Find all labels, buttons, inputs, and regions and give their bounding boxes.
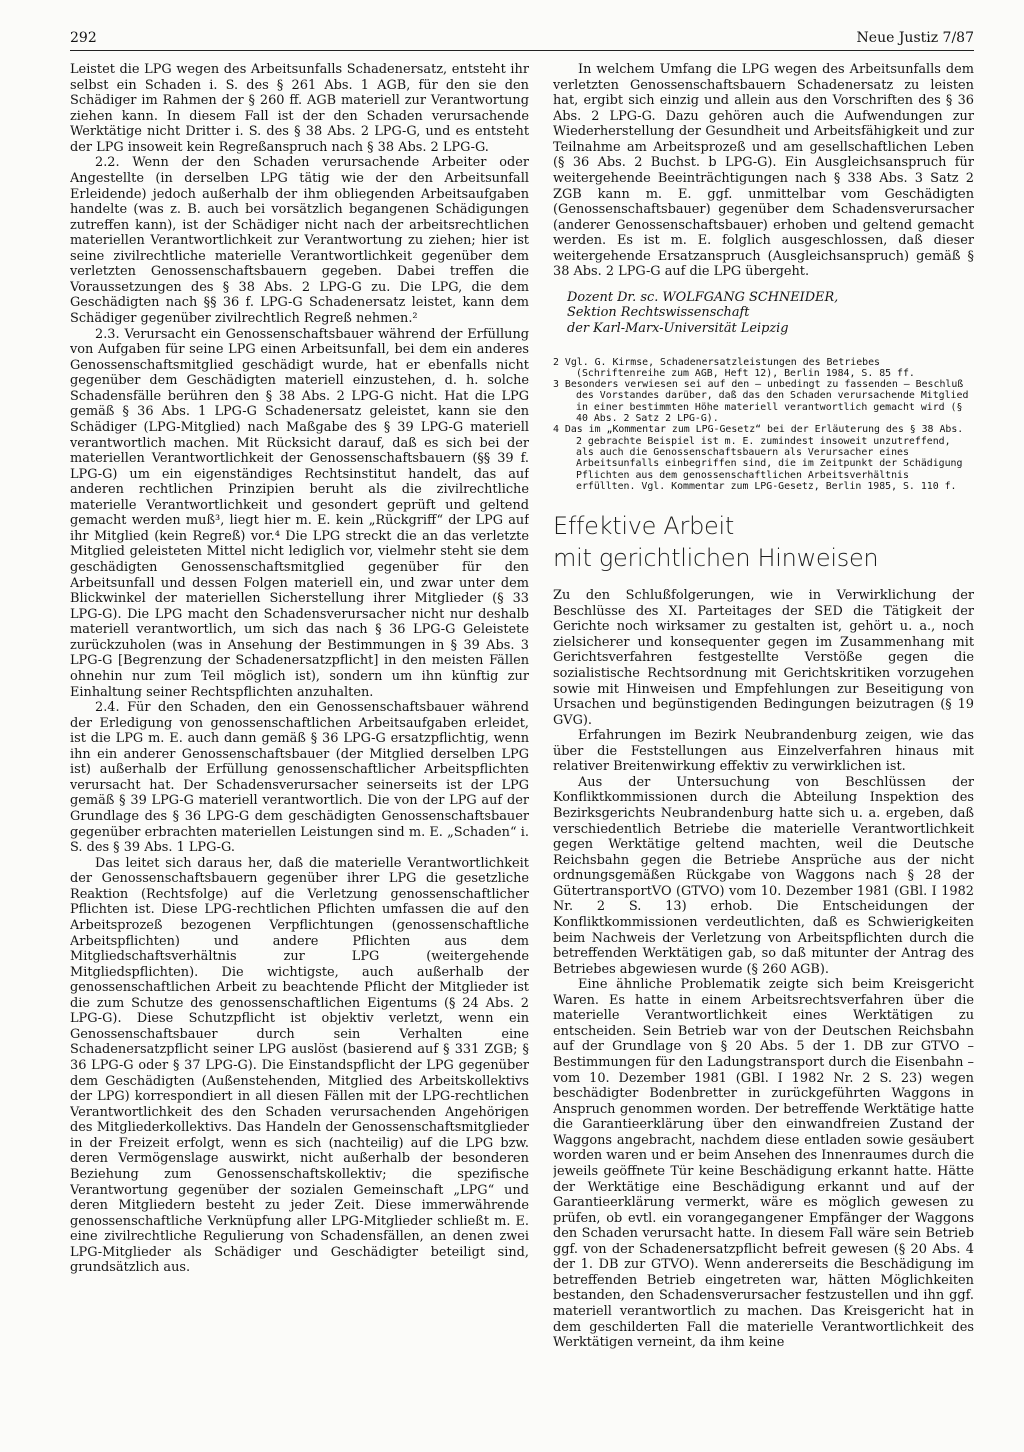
body-paragraph: Aus der Untersuchung von Beschlüssen der Konfliktkommissionen durch die Abteilung Inspektion des Bezirksgerichts Neubrandenburg hatte sich u. a. ergeben, daß verschiedentlich Betriebe die materielle Verantwortlichkeit gegen Werktätige geltend machten, weil die Deutsche Reichsbahn gegen die Betriebe Ansprüche aus der nicht ordnungsgemäßen Rückgabe von Waggons nach § 28 der GütertransportVO (GTVO) vom 10. Dezember 1981 (GBl. I 1982 Nr. 2 S. 13) erhob. Die Entscheidungen der Konfliktkommissionen verdeutlichten, daß es Schwierigkeiten beim Nachweis der Verletzung von Arbeitspflichten durch die betreffenden Werktätigen gab, so daß mitunter der Antrag des Betriebes abgewiesen wurde (§ 260 AGB). <box>553 774 974 977</box>
body-paragraph: Leistet die LPG wegen des Arbeitsunfalls Schadenersatz, entsteht ihr selbst ein Schaden i. S. des § 261 Abs. 1 AGB, für den sie den Schädiger im Rahmen der § 260 ff. AGB materiell zur Verantwortung ziehen kann. In diesem Fall ist der den Schaden verursachende Werktätige nicht Dritter i. S. des § 38 Abs. 2 LPG-G, und es entsteht der LPG insoweit kein Regreßanspruch nach § 38 Abs. 2 LPG-G. <box>70 62 529 155</box>
page-number: 292 <box>70 30 97 46</box>
header-rule <box>70 50 974 51</box>
author-signature <box>567 290 974 337</box>
journal-reference: Neue Justiz 7/87 <box>856 30 974 46</box>
right-column <box>553 62 974 1402</box>
footnotes <box>553 357 974 493</box>
body-paragraph: In welchem Umfang die LPG wegen des Arbeitsunfalls dem verletzten Genossenschaftsbauern Schadenersatz zu leisten hat, ergibt sich einzig und allein aus den Vorschriften des § 36 Abs. 2 LPG-G. Dazu gehören auch die Aufwendungen zur Wiederherstellung der Gesundheit und Arbeitsfähigkeit und zur Teilnahme am Arbeitsprozeß und am gesellschaftlichen Leben (§ 36 Abs. 2 Buchst. b LPG-G). Ein Ausgleichsanspruch für weitergehende Beeinträchtigungen nach § 338 Abs. 3 Satz 2 ZGB kann m. E. ggf. unmittelbar vom Geschädigten (Genossenschaftsbauer) gegenüber dem Schadensverursacher (anderer Genossenschaftsbauer) erhoben und geltend gemacht werden. Es ist m. E. folglich ausgeschlossen, daß dieser weitergehende Ersatzanspruch (Ausgleichsanspruch) gemäß § 38 Abs. 2 LPG-G auf die LPG übergeht. <box>553 62 974 280</box>
article-heading-line: mit gerichtlichen Hinweisen <box>553 544 879 573</box>
author-university: der Karl-Marx-Universität Leipzig <box>567 321 789 336</box>
author-department: Sektion Rechtswissenschaft <box>567 305 750 321</box>
body-paragraph: 2.3. Verursacht ein Genossenschaftsbauer während der Erfüllung von Aufgaben für seine LPG einen Arbeitsunfall, bei dem ein anderes Genossenschaftsmitglied geschädigt wurde, hat er ebenfalls nicht gegenüber dem Geschädigten materiell einzustehen, d. h. solche Schadensfälle berühren den § 38 Abs. 2 LPG-G nicht. Hat die LPG gemäß § 36 Abs. 1 LPG-G Schadenersatz geleistet, kann sie den Schädiger (LPG-Mitglied) nach Maßgabe des § 39 LPG-G materiell verantwortlich machen. Mit Rücksicht darauf, daß es sich bei der materiellen Verantwortlichkeit der Genossenschaftsbauern (§§ 39 f. LPG-G) um ein eigenständiges Rechtsinstitut handelt, das auf anderen rechtlichen Prinzipien beruht als die zivilrechtliche materielle Verantwortlichkeit und gesondert geprüft und geltend gemacht werden muß³, liegt hier m. E. kein „Rückgriff“ der LPG auf ihr Mitglied (kein Regreß) vor.⁴ Die LPG streckt die an das verletzte Mitglied geleisteten Mittel nicht lediglich vor, vielmehr steht sie dem geschädigten Genossenschaftsmitglied gegenüber für den Arbeitsunfall und dessen Folgen materiell ein, und zwar unter dem Blickwinkel der materiellen Sicherstellung ihrer Mitglieder (§ 33 LPG-G). Die LPG macht den Schadensverursacher nicht nur deshalb materiell verantwortlich, um sich das nach § 36 LPG-G Geleistete zurückzuholen (was in Ansehung der Bestimmungen in § 39 Abs. 3 LPG-G [Begrenzung der Schadenersatzpflicht] in den meisten Fällen ohnehin nur zum Teil möglich ist), sondern um ihn künftig zur Einhaltung seiner Rechtspflichten anzuhalten. <box>70 326 529 700</box>
body-paragraph: 2.4. Für den Schaden, den ein Genossenschaftsbauer während der Erledigung von genossenschaftlichen Arbeitsaufgaben erleidet, ist die LPG m. E. auch dann gemäß § 36 LPG-G ersatzpflichtig, wenn ihn ein anderer Genossenschaftsbauer (der Mitglied derselben LPG ist) außerhalb der Erfüllung genossenschaftlicher Arbeitspflichten verursacht hat. Der Schadensverursacher seinerseits ist der LPG gemäß § 39 LPG-G materiell verantwortlich. Die von der LPG auf der Grundlage des § 36 LPG-G dem geschädigten Genossenschaftsbauer gegenüber erbrachten materiellen Leistungen sind m. E. „Schaden“ i. S. des § 39 Abs. 1 LPG-G. <box>70 700 529 856</box>
author-name: Dozent Dr. sc. WOLFGANG SCHNEIDER, <box>567 289 839 305</box>
body-paragraph: Erfahrungen im Bezirk Neubrandenburg zeigen, wie das über die Feststellungen aus Einzelverfahren hinaus mit relativer Breitenwirkung effektiv zu verwirklichen ist. <box>553 728 974 775</box>
article-heading <box>553 510 974 574</box>
body-paragraph: Das leitet sich daraus her, daß die materielle Verantwortlichkeit der Genossenschaftsbauern gegenüber ihrer LPG die gesetzliche Reaktion (Rechtsfolge) auf die Verletzung genossenschaftlicher Pflichten ist. Diese LPG-rechtlichen Pflichten umfassen die auf den Arbeitsprozeß bezogenen Verpflichtungen (genossenschaftliche Arbeitspflichten) und andere Pflichten aus dem Mitgliedschaftsverhältnis zur LPG (weitergehende Mitgliedspflichten). Die wichtigste, auch außerhalb der genossenschaftlichen Arbeit zu beachtende Pflicht der Mitglieder ist die zum Schutze des genossenschaftlichen Eigentums (§ 24 Abs. 2 LPG-G). Diese Schutzpflicht ist objektiv verletzt, wenn ein Genossenschaftsbauer durch sein Verhalten eine Schadenersatzpflicht seiner LPG auslöst (basierend auf § 331 ZGB; § 36 LPG-G oder § 37 LPG-G). Die Einstandspflicht der LPG gegenüber dem Geschädigten (Außenstehenden, Mitglied des Arbeitskollektivs der LPG) korrespondiert in all diesen Fällen mit der LPG-rechtlichen Verantwortlichkeit des den Schaden verursachenden Angehörigen des Mitgliederkollektivs. Das Handeln der Genossenschaftsmitglieder in der Freizeit erfolgt, wenn es sich (nachteilig) auf die LPG bzw. deren Vermögenslage auswirkt, nicht außerhalb der besonderen Beziehung zum Genossenschaftskollektiv; die spezifische Verantwortung gegenüber der sozialen Gemeinschaft „LPG“ und deren Mitgliedern besteht zu jeder Zeit. Diese immerwährende genossenschaftliche Verknüpfung aller LPG-Mitglieder schließt m. E. eine zivilrechtliche Regulierung von Schadensfällen, an denen zwei LPG-Mitglieder als Schädiger und Geschädigter beteiligt sind, grundsätzlich aus. <box>70 855 529 1276</box>
footnote: 3 Besonders verwiesen sei auf den – unbedingt zu fassenden – Beschluß des Vorstandes darüber, daß das den Schaden verursachende Mitglied in einer bestimmten Höhe materiell verantwortlich gemacht wird (§ 40 Abs. 2 Satz 2 LPG-G). <box>553 379 969 425</box>
body-paragraph: 2.2. Wenn der den Schaden verursachende Arbeiter oder Angestellte (in derselben LPG tätig wie der den Arbeitsunfall Erleidende) jedoch außerhalb der ihm obliegenden Arbeitsaufgaben handelte (was z. B. auch bei vorsätzlich begangenen Schädigungen zutreffen kann), ist der Schädiger nicht nach der arbeitsrechtlichen materiellen Verantwortlichkeit zur Verantwortung zu ziehen; hier ist seine zivilrechtliche materielle Verantwortlichkeit gegenüber dem verletzten Genossenschaftsbauern gegeben. Dabei treffen die Voraussetzungen des § 38 Abs. 2 LPG-G zu. Die LPG, die dem Geschädigten nach §§ 36 f. LPG-G Schadenersatz leistet, kann dem Schädiger gegenüber zivilrechtlich Regreß nehmen.² <box>70 155 529 326</box>
article-heading-line: Effektive Arbeit <box>553 512 734 541</box>
footnote: 4 Das im „Kommentar zum LPG-Gesetz“ bei der Erläuterung des § 38 Abs. 2 gebrachte Beispiel ist m. E. zumindest insoweit unzutreffend, als auch die Genossenschaftsbauern als Verursacher eines Arbeitsunfalls einbegriffen sind, die im Zeitpunkt der Schädigung Pflichten aus dem genossenschaftlichen Arbeitsverhältnis erfüllten. Vgl. Kommentar zum LPG-Gesetz, Berlin 1985, S. 110 f. <box>553 424 964 492</box>
left-column <box>70 62 529 1402</box>
footnote: 2 Vgl. G. Kirmse, Schadenersatzleistungen des Betriebes (Schriftenreihe zum AGB, Heft 12), Berlin 1984, S. 85 ff. <box>553 356 915 379</box>
body-paragraph: Eine ähnliche Problematik zeigte sich beim Kreisgericht Waren. Es hatte in einem Arbeitsrechtsverfahren über die materielle Verantwortlichkeit eines Werktätigen zu entscheiden. Sein Betrieb war von der Deutschen Reichsbahn auf der Grundlage von § 20 Abs. 5 der 1. DB zur GTVO – Bestimmungen für den Ladungstransport durch die Eisenbahn – vom 10. Dezember 1981 (GBl. I 1982 Nr. 2 S. 23) wegen beschädigter Bodenbretter in zurückgeführten Waggons in Anspruch genommen worden. Der betreffende Werktätige hatte die Garantieerklärung über den einwandfreien Zustand der Waggons angebracht, nachdem diese entladen sowie gesäubert worden waren und er beim Ansehen des Innenraumes durch die jeweils geöffnete Tür keine Beschädigung erkannt hatte. Hätte der Werktätige eine Beschädigung erkannt und auf der Garantieerklärung vermerkt, wäre es möglich gewesen zu prüfen, ob evtl. ein vorangegangener Empfänger der Waggons den Schaden verursacht hatte. In diesem Fall wäre sein Betrieb ggf. von der Schadenersatzpflicht befreit gewesen (§ 20 Abs. 4 der 1. DB zur GTVO). Wenn andererseits die Beschädigung im betreffenden Betrieb eingetreten war, hätten Möglichkeiten bestanden, den Schadensverursacher festzustellen und ihn ggf. materiell verantwortlich zu machen. Das Kreisgericht hat in dem geschilderten Fall die materielle Verantwortlichkeit des Werktätigen verneint, da ihm keine <box>553 977 974 1351</box>
body-paragraph: Zu den Schlußfolgerungen, wie in Verwirklichung der Beschlüsse des XI. Parteitages der SED die Tätigkeit der Gerichte noch wirksamer zu gestalten ist, gehört u. a., noch zielsicherer und konsequenter gegen im Zusammenhang mit Gerichtsverfahren festgestellte Verstöße gegen die sozialistische Rechtsordnung mit Gerichtskritiken vorzugehen sowie mit Hinweisen und Empfehlungen zur Beseitigung von Ursachen und begünstigenden Bedingungen beizutragen (§ 19 GVG). <box>553 588 974 728</box>
